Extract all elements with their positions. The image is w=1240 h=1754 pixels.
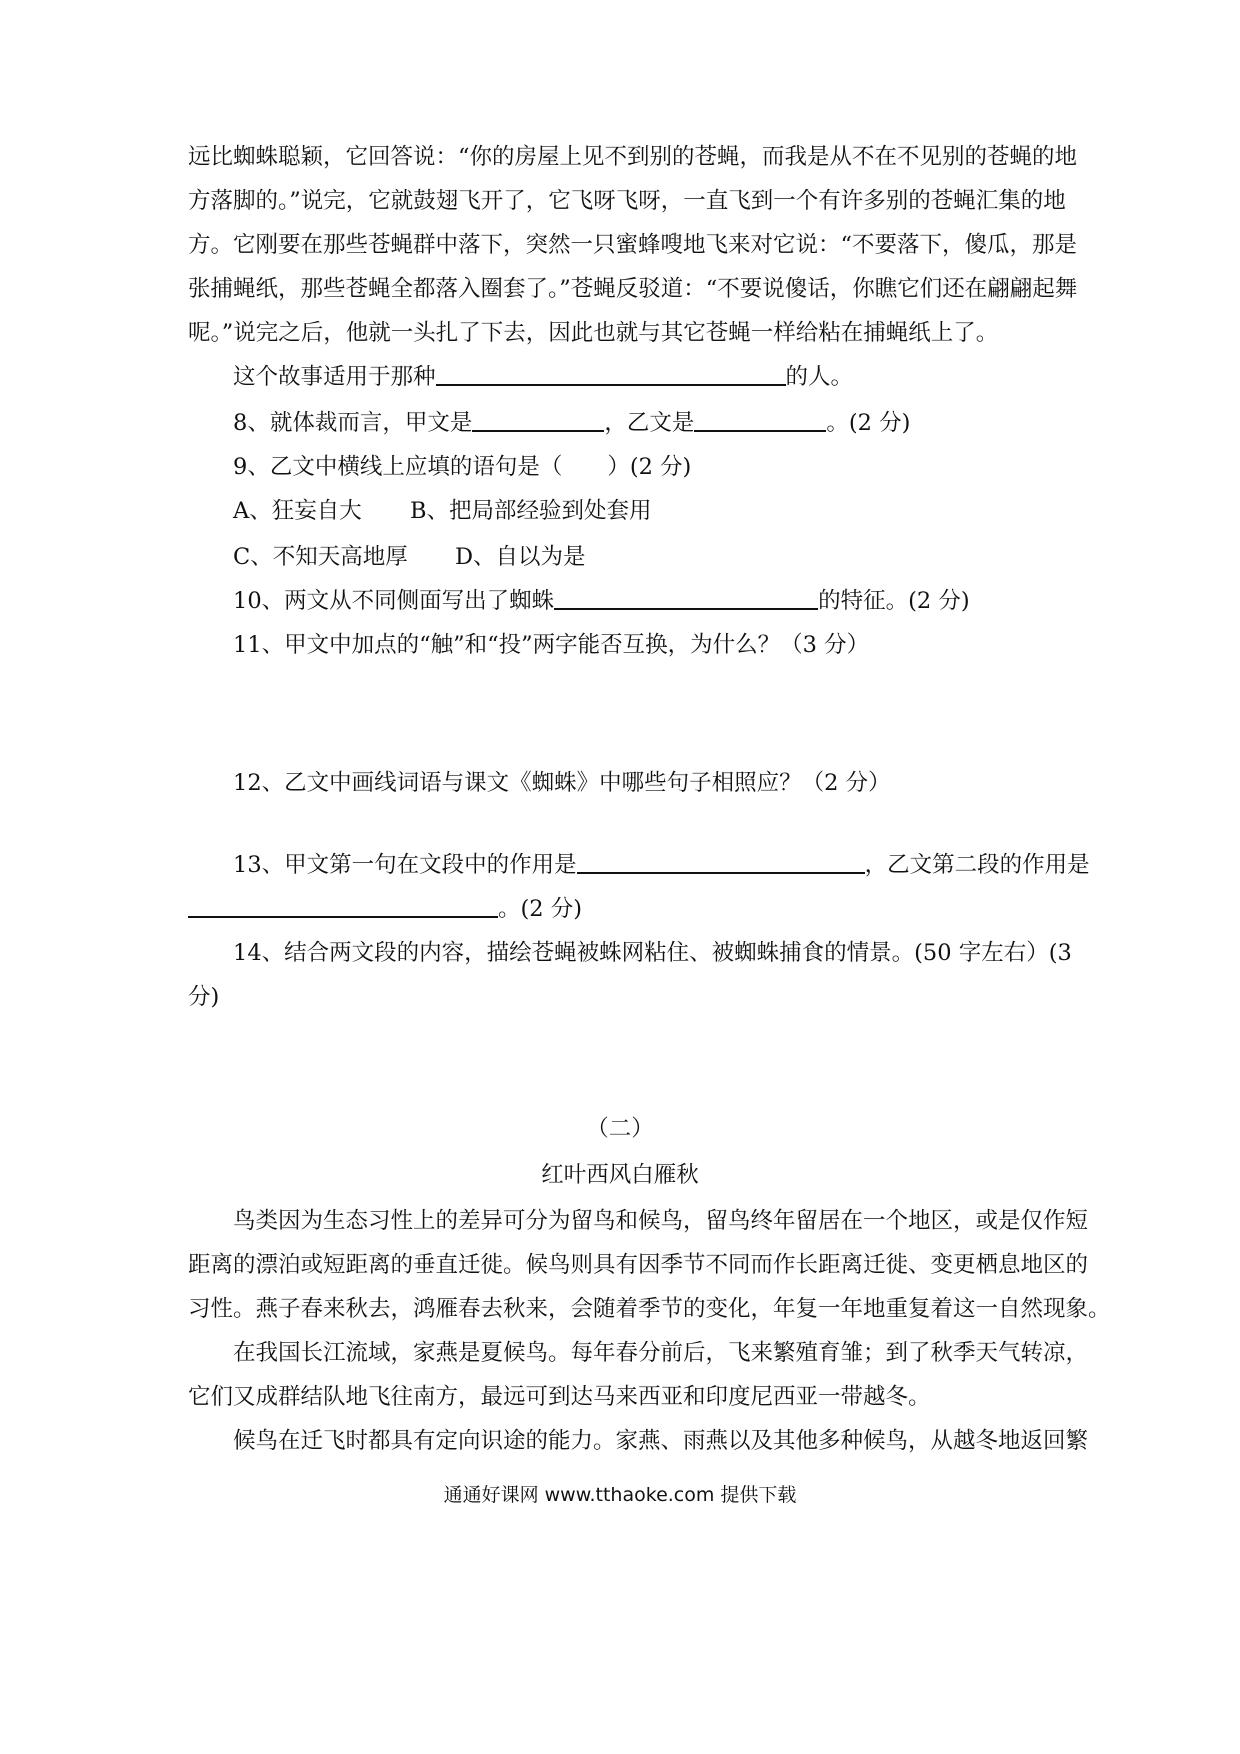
story-fill-blank[interactable] xyxy=(436,360,786,386)
passage-line-5: 呢。”说完之后，他就一头扎了下去，因此也就与其它苍蝇一样给粘在捕蝇纸上了。 xyxy=(188,320,999,346)
page-footer: 通通好课网 www.tthaoke.com 提供下载 xyxy=(443,1484,797,1506)
q13-text-c: 。(2 分) xyxy=(498,896,583,922)
passage-line-3: 方。它刚要在那些苍蝇群中落下，突然一只蜜蜂嗖地飞来对它说：“不要落下，傻瓜，那是 xyxy=(188,232,1078,258)
question-8 xyxy=(233,406,910,440)
q8-text-a: 8、就体裁而言，甲文是 xyxy=(233,410,473,436)
q8-text-c: 。(2 分) xyxy=(826,410,911,436)
question-14-line-2: 分) xyxy=(188,984,220,1010)
section2-line-3: 习性。燕子春来秋去，鸿雁春去秋来，会随着季节的变化，年复一年地重复着这一自然现象。 xyxy=(188,1296,1111,1322)
passage-line-2: 方落脚的。”说完，它就鼓翅飞开了，它飞呀飞呀，一直飞到一个有许多别的苍蝇汇集的地 xyxy=(188,188,1066,214)
question-13 xyxy=(233,848,1090,882)
question-11: 11、甲文中加点的“触”和“投”两字能否互换，为什么？（3 分） xyxy=(233,632,870,658)
q10-text-b: 的特征。(2 分) xyxy=(818,588,970,614)
q8-blank-jia[interactable] xyxy=(472,406,604,432)
q13-blank-1[interactable] xyxy=(577,848,865,874)
question-13-cont xyxy=(188,892,582,926)
q13-blank-2[interactable] xyxy=(188,892,498,918)
section2-line-1: 鸟类因为生态习性上的差异可分为留鸟和候鸟，留鸟终年留居在一个地区，或是仅作短 xyxy=(233,1208,1089,1234)
q9-option-a: A、狂妄自大 xyxy=(233,498,362,524)
q9-option-d: D、自以为是 xyxy=(455,544,586,570)
q13-text-a: 13、甲文第一句在文段中的作用是 xyxy=(233,852,577,878)
q9-option-c: C、不知天高地厚 xyxy=(233,544,408,570)
section2-line-5: 它们又成群结队地飞往南方，最远可到达马来西亚和印度尼西亚一带越冬。 xyxy=(188,1384,931,1410)
section2-line-6: 候鸟在迁飞时都具有定向识途的能力。家燕、雨燕以及其他多种候鸟，从越冬地返回繁 xyxy=(233,1428,1089,1454)
story-fill-suffix: 的人。 xyxy=(785,364,854,390)
section-number: （二） xyxy=(586,1116,654,1142)
section2-line-4: 在我国长江流域，家燕是夏候鸟。每年春分前后，飞来繁殖育雏；到了秋季天气转凉， xyxy=(233,1340,1089,1366)
story-fill-line xyxy=(233,360,853,394)
q10-text-a: 10、两文从不同侧面写出了蜘蛛 xyxy=(233,588,555,614)
passage-line-1: 远比蜘蛛聪颖，它回答说：“你的房屋上见不到别的苍蝇，而我是从不在不见别的苍蝇的地 xyxy=(188,144,1078,170)
story-fill-prefix: 这个故事适用于那种 xyxy=(233,364,436,390)
question-14-line-1: 14、结合两文段的内容，描绘苍蝇被蛛网粘住、被蜘蛛捕食的情景。(50 字左右）(3 xyxy=(233,940,1072,966)
question-12: 12、乙文中画线词语与课文《蜘蛛》中哪些句子相照应？（2 分） xyxy=(233,770,891,796)
section2-line-2: 距离的漂泊或短距离的垂直迁徙。候鸟则具有因季节不同而作长距离迁徙、变更栖息地区的 xyxy=(188,1252,1089,1278)
question-9: 9、乙文中横线上应填的语句是（ ）(2 分) xyxy=(233,454,692,480)
section-title: 红叶西风白雁秋 xyxy=(541,1162,699,1188)
q9-option-b: B、把局部经验到处套用 xyxy=(410,498,652,524)
passage-line-4: 张捕蝇纸，那些苍蝇全都落入圈套了。”苍蝇反驳道：“不要说傻话，你瞧它们还在翩翩起舞 xyxy=(188,276,1078,302)
q10-blank[interactable] xyxy=(554,584,818,610)
q13-text-b: ，乙文第二段的作用是 xyxy=(864,852,1090,878)
question-10 xyxy=(233,584,970,618)
q8-blank-yi[interactable] xyxy=(694,406,826,432)
q8-text-b: ，乙文是 xyxy=(604,410,695,436)
